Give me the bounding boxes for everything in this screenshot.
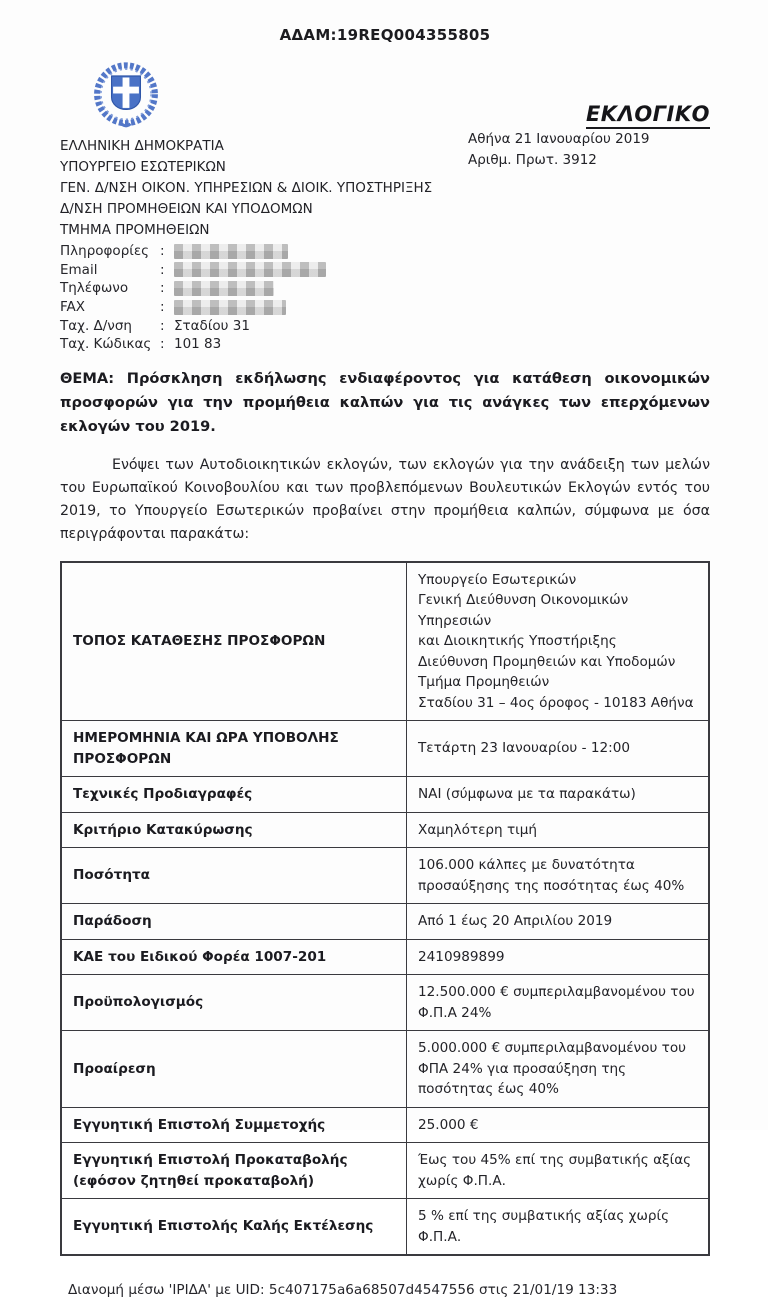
contact-label: Ταχ. Κώδικας	[60, 336, 152, 353]
table-row-label: Ποσότητα	[62, 848, 407, 903]
table-row-value	[407, 563, 708, 721]
header-right-block	[468, 104, 710, 171]
table-row-label: Εγγυητική Επιστολής Καλής Εκτέλεσης	[62, 1199, 407, 1254]
table-row-label: ΚΑΕ του Ειδικού Φορέα 1007-201	[62, 940, 407, 975]
table-row	[62, 847, 708, 903]
table-row-value: 5.000.000 € συμπεριλαμβανομένου του ΦΠΑ 24% για προσαύξηση της ποσότητας έως 40%	[418, 1040, 687, 1098]
table-row-label: Προϋπολογισμός	[62, 975, 407, 1030]
contact-row	[60, 335, 710, 354]
contact-value: Σταδίου 31	[174, 317, 250, 334]
value-line: Υπουργείο Εσωτερικών	[418, 571, 577, 588]
contact-colon: :	[160, 261, 165, 278]
table-row-value: 2410989899	[418, 948, 505, 965]
table-row	[62, 812, 708, 848]
masthead	[60, 58, 710, 241]
table-row-value: ΝΑΙ (σύμφωνα με τα παρακάτω)	[418, 786, 636, 803]
contact-colon: :	[160, 280, 165, 297]
protocol-number: Αριθμ. Πρωτ. 3912	[468, 152, 597, 168]
table-row-value: 12.500.000 € συμπεριλαμβανομένου του Φ.Π.Α 24%	[418, 984, 695, 1021]
contact-label: Email	[60, 261, 98, 278]
table-row	[62, 1142, 708, 1198]
table-row-label: Κριτήριο Κατακύρωσης	[62, 813, 407, 848]
table-row-label: Προαίρεση	[62, 1031, 407, 1107]
table-row	[62, 903, 708, 939]
contact-row	[60, 279, 710, 298]
redacted-pixelated-block	[174, 281, 274, 296]
contact-row	[60, 242, 710, 261]
distribution-footer: Διανομή μέσω 'ΙΡΙΔΑ' με UID: 5c407175a6a68507d4547556 στις 21/01/19 13:33	[68, 1282, 618, 1298]
table-row-label: ΗΜΕΡΟΜΗΝΙΑ ΚΑΙ ΩΡΑ ΥΠΟΒΟΛΗΣ ΠΡΟΣΦΟΡΩΝ	[62, 721, 407, 776]
contact-colon: :	[160, 317, 165, 334]
table-row-label: Εγγυητική Επιστολή Προκαταβολής (εφόσον ζητηθεί προκαταβολή)	[62, 1143, 407, 1198]
redacted-pixelated-block	[174, 262, 326, 277]
value-line: και Διοικητικής Υποστήριξης	[418, 633, 617, 650]
contact-colon: :	[160, 243, 165, 260]
city-date: Αθήνα 21 Ιανουαρίου 2019	[468, 131, 650, 147]
contact-colon: :	[160, 299, 165, 316]
contact-value: 101 83	[174, 336, 222, 353]
sender-line: Δ/ΝΣΗ ΠΡΟΜΗΘΕΙΩΝ ΚΑΙ ΥΠΟΔΟΜΩΝ	[60, 201, 313, 217]
procurement-table	[60, 561, 710, 1257]
contact-row	[60, 261, 710, 280]
table-row	[62, 939, 708, 975]
redacted-pixelated-block	[174, 244, 288, 259]
subject-line: ΘΕΜΑ: Πρόσκληση εκδήλωσης ενδιαφέροντος για κατάθεση οικονομικών προσφορών για την προμήθεια καλπών για τις ανάγκες των επερχόμενων εκλογών του 2019.	[60, 369, 710, 435]
table-row-label: ΤΟΠΟΣ ΚΑΤΑΘΕΣΗΣ ΠΡΟΣΦΟΡΩΝ	[62, 563, 407, 721]
body-paragraph: Ενόψει των Αυτοδιοικητικών εκλογών, των εκλογών για την ανάδειξη των μελών του Ευρωπαϊκού Κοινοβουλίου και των προβλεπόμενων Βουλευτικών Εκλογών εντός του 2019, το Υπουργείο Εσωτερικών προβαίνει στην προμήθεια καλπών, σύμφωνα με όσα περιγράφονται παρακάτω:	[60, 456, 710, 542]
table-row-value: 25.000 €	[418, 1116, 479, 1133]
table-row-label: Εγγυητική Επιστολή Συμμετοχής	[62, 1108, 407, 1143]
table-row	[62, 563, 708, 721]
contact-label: Πληροφορίες	[60, 243, 150, 260]
contact-label: Τηλέφωνο	[60, 280, 129, 297]
table-row-value: Έως του 45% επί της συμβατικής αξίας χωρίς Φ.Π.Α.	[418, 1152, 692, 1189]
contact-info	[60, 242, 710, 354]
sender-line: ΤΜΗΜΑ ΠΡΟΜΗΘΕΙΩΝ	[60, 222, 210, 238]
sender-line: ΕΛΛΗΝΙΚΗ ΔΗΜΟΚΡΑΤΙΑ	[60, 138, 224, 154]
contact-row	[60, 316, 710, 335]
greek-coat-of-arms-icon	[88, 58, 164, 132]
redacted-pixelated-block	[174, 300, 286, 315]
table-row-value: Από 1 έως 20 Απριλίου 2019	[418, 913, 613, 930]
sender-line: ΓΕΝ. Δ/ΝΣΗ ΟΙΚΟΝ. ΥΠΗΡΕΣΙΩΝ & ΔΙΟΙΚ. ΥΠΟΣΤΗΡΙΞΗΣ	[60, 180, 433, 196]
contact-label: Ταχ. Δ/νση	[60, 317, 132, 334]
contact-colon: :	[160, 336, 165, 353]
value-line: Σταδίου 31 – 4ος όροφος - 10183 Αθήνα	[418, 694, 694, 711]
sender-line: ΥΠΟΥΡΓΕΙΟ ΕΣΩΤΕΡΙΚΩΝ	[60, 159, 226, 175]
adam-registry-number: ΑΔΑΜ:19REQ004355805	[279, 26, 491, 44]
table-row-label: Παράδοση	[62, 904, 407, 939]
table-row	[62, 974, 708, 1030]
election-stamp: ΕΚΛΟΓΙΚΟ	[468, 104, 710, 125]
table-row	[62, 1107, 708, 1143]
table-row	[62, 1198, 708, 1254]
table-row-label: Τεχνικές Προδιαγραφές	[62, 777, 407, 812]
contact-row	[60, 298, 710, 317]
table-row-value: 106.000 κάλπες με δυνατότητα προσαύξησης της ποσότητας έως 40%	[418, 857, 685, 894]
table-row	[62, 720, 708, 776]
value-line: Γενική Διεύθυνση Οικονομικών Υπηρεσιών	[418, 592, 629, 629]
table-row	[62, 1030, 708, 1107]
contact-label: FAX	[60, 299, 86, 316]
value-line: Διεύθυνση Προμηθειών και Υποδομών	[418, 653, 676, 670]
table-row	[62, 776, 708, 812]
value-line: Τμήμα Προμηθειών	[418, 674, 550, 691]
table-row-value: 5 % επί της συμβατικής αξίας χωρίς Φ.Π.Α.	[418, 1208, 670, 1245]
table-row-value: Χαμηλότερη τιμή	[418, 821, 538, 838]
table-row-value: Τετάρτη 23 Ιανουαρίου - 12:00	[418, 740, 631, 757]
